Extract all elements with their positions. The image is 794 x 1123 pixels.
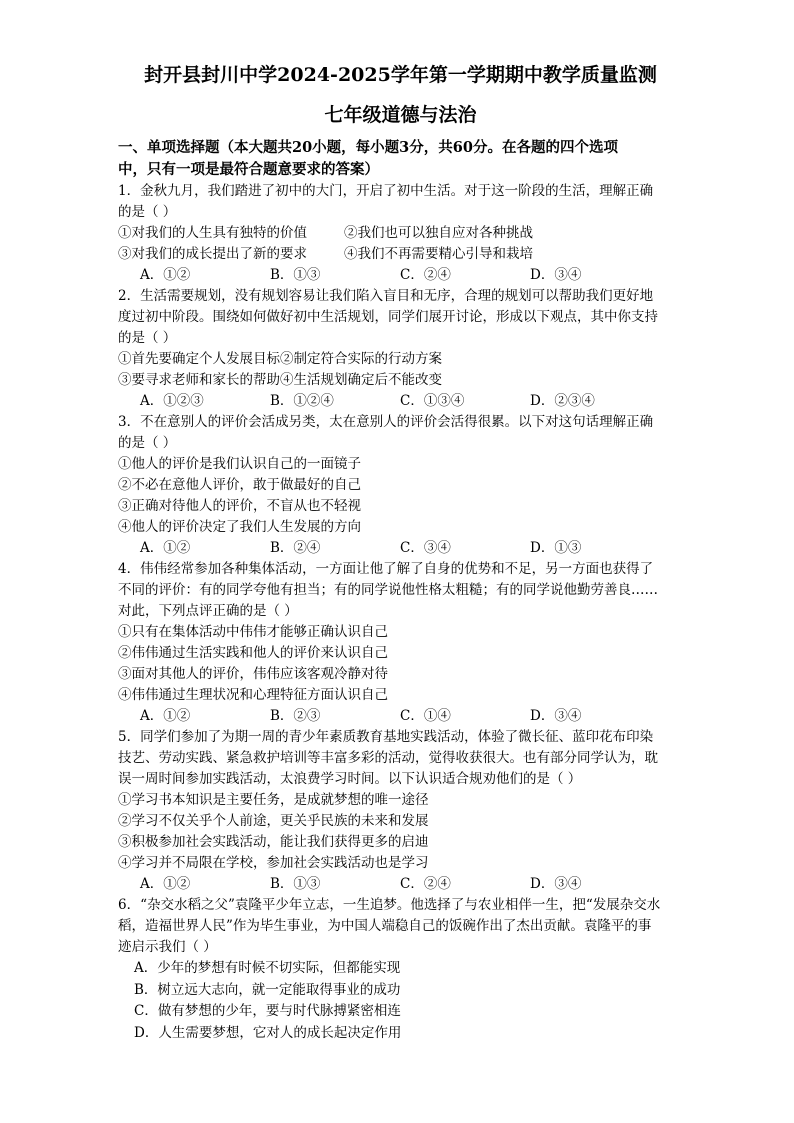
statement: ③正确对待他人的评价，不盲从也不轻视: [118, 498, 361, 514]
answer-options: [118, 874, 683, 895]
answer-options: [118, 265, 683, 286]
option-b: B．②③: [270, 708, 321, 724]
question-5: [118, 727, 683, 895]
option-a: A．①②③: [140, 393, 204, 409]
question-stem: 的是（ ）: [118, 330, 177, 346]
answer-options: [118, 706, 683, 727]
question-4: [118, 559, 683, 727]
option-a: A．①②: [140, 876, 191, 892]
question-stem: 技艺、劳动实践、紧急救护培训等丰富多彩的活动，觉得收获很大。也有部分同学认为，耽: [118, 750, 658, 766]
question-stem: 对此，下列点评正确的是（ ）: [118, 603, 298, 619]
statement: ②我们也可以独自应对各种挑战: [344, 225, 533, 241]
option-d: D．③④: [530, 708, 582, 724]
statement: ④学习并不局限在学校，参加社会实践活动也是学习: [118, 855, 429, 871]
statement: ①他人的评价是我们认识自己的一面镜子: [118, 456, 361, 472]
question-2: [118, 286, 683, 412]
statement: ②不必在意他人评价，敢于做最好的自己: [118, 477, 361, 493]
question-stem: 不同的评价：有的同学夸他有担当；有的同学说他性格太粗糙；有的同学说他勤劳善良……: [118, 582, 658, 598]
option-c: C．①④: [400, 708, 451, 724]
option-d: D．①③: [530, 540, 582, 556]
statement: ④我们不再需要精心引导和栽培: [344, 246, 533, 262]
question-stem: 2．生活需要规划，没有规划容易让我们陷入盲目和无序，合理的规划可以帮助我们更好地: [118, 288, 654, 304]
statement: ①学习书本知识是主要任务，是成就梦想的唯一途径: [118, 792, 429, 808]
subject-title: 七年级道德与法治: [324, 104, 477, 126]
question-stem: 迹启示我们（ ）: [118, 939, 217, 955]
option-c: C．①③④: [400, 393, 465, 409]
question-stem: 1．金秋九月，我们踏进了初中的大门，开启了初中生活。对于这一阶段的生活，理解正确: [118, 183, 654, 199]
question-6: [118, 895, 683, 1044]
statement: ③积极参加社会实践活动，能让我们获得更多的启迪: [118, 834, 429, 850]
statement-row: [118, 223, 683, 244]
section-heading: [118, 137, 683, 181]
question-stem: 度过初中阶段。围绕如何做好初中生活规划，同学们展开讨论，形成以下观点，其中你支持: [118, 309, 658, 325]
question-stem: 4．伟伟经常参加各种集体活动，一方面让他了解了自身的优势和不足，另一方面也获得了: [118, 561, 654, 577]
answer-options: [118, 391, 683, 412]
question-stem: 误一周时间参加实践活动，太浪费学习时间。以下认识适合规劝他们的是（ ）: [118, 771, 582, 787]
option-c: C．做有梦想的少年，要与时代脉搏紧密相连: [134, 1003, 401, 1019]
question-3: [118, 412, 683, 559]
exam-title: 封开县封川中学2024-2025学年第一学期期中教学质量监测: [144, 64, 657, 86]
section-heading-line-2: 中，只有一项是最符合题意要求的答案）: [118, 161, 379, 178]
answer-options: [118, 538, 683, 559]
option-a: A．①②: [140, 540, 191, 556]
option-d: D．③④: [530, 876, 582, 892]
statement: ④伟伟通过生理状况和心理特征方面认识自己: [118, 687, 388, 703]
option-a: A．少年的梦想有时候不切实际，但都能实现: [134, 960, 401, 976]
question-stem: 6．“杂交水稻之父”袁隆平少年立志，一生追梦。他选择了与农业相伴一生，把“发展杂交水: [118, 897, 661, 913]
question-1: [118, 181, 683, 286]
statement: ①对我们的人生具有独特的价值: [118, 225, 307, 241]
exam-page: [118, 56, 683, 1044]
statement: ①只有在集体活动中伟伟才能够正确认识自己: [118, 624, 388, 640]
option-b: B．树立远大志向，就一定能取得事业的成功: [134, 981, 401, 998]
statement-row: [118, 244, 683, 265]
option-a: A．①②: [140, 267, 191, 283]
statement: ②伟伟通过生活实践和他人的评价来认识自己: [118, 645, 388, 661]
statement: ③面对其他人的评价，伟伟应该客观冷静对待: [118, 666, 388, 682]
option-c: C．③④: [400, 540, 451, 556]
statement: ①首先要确定个人发展目标②制定符合实际的行动方案: [118, 351, 442, 367]
question-stem: 稻，造福世界人民”作为毕生事业，为中国人端稳自己的饭碗作出了杰出贡献。袁隆平的事: [118, 918, 652, 934]
option-d: D．人生需要梦想，它对人的成长起决定作用: [134, 1024, 402, 1041]
option-b: B．①③: [270, 876, 321, 892]
option-c: C．②④: [400, 876, 451, 892]
statement: ④他人的评价决定了我们人生发展的方向: [118, 519, 361, 535]
option-b: B．②④: [270, 540, 321, 556]
question-stem: 5．同学们参加了为期一周的青少年素质教育基地实践活动，体验了微长征、蓝印花布印染: [118, 729, 654, 745]
question-stem: 3．不在意别人的评价会活成另类，太在意别人的评价会活得很累。以下对这句话理解正确: [118, 414, 654, 430]
option-b: B．①③: [270, 267, 321, 283]
statement: ②学习不仅关乎个人前途，更关乎民族的未来和发展: [118, 813, 429, 829]
statement: ③对我们的成长提出了新的要求: [118, 246, 307, 262]
option-d: D．②③④: [530, 393, 595, 409]
question-stem: 的是（ ）: [118, 435, 177, 451]
option-d: D．③④: [530, 267, 582, 283]
section-heading-line-1: 一、单项选择题（本大题共20小题，每小题3分，共60分。在各题的四个选项: [118, 139, 618, 156]
statement: ③要寻求老师和家长的帮助④生活规划确定后不能改变: [118, 372, 442, 388]
option-a: A．①②: [140, 708, 191, 724]
option-b: B．①②④: [270, 393, 334, 409]
option-c: C．②④: [400, 267, 451, 283]
question-stem: 的是（ ）: [118, 204, 177, 220]
